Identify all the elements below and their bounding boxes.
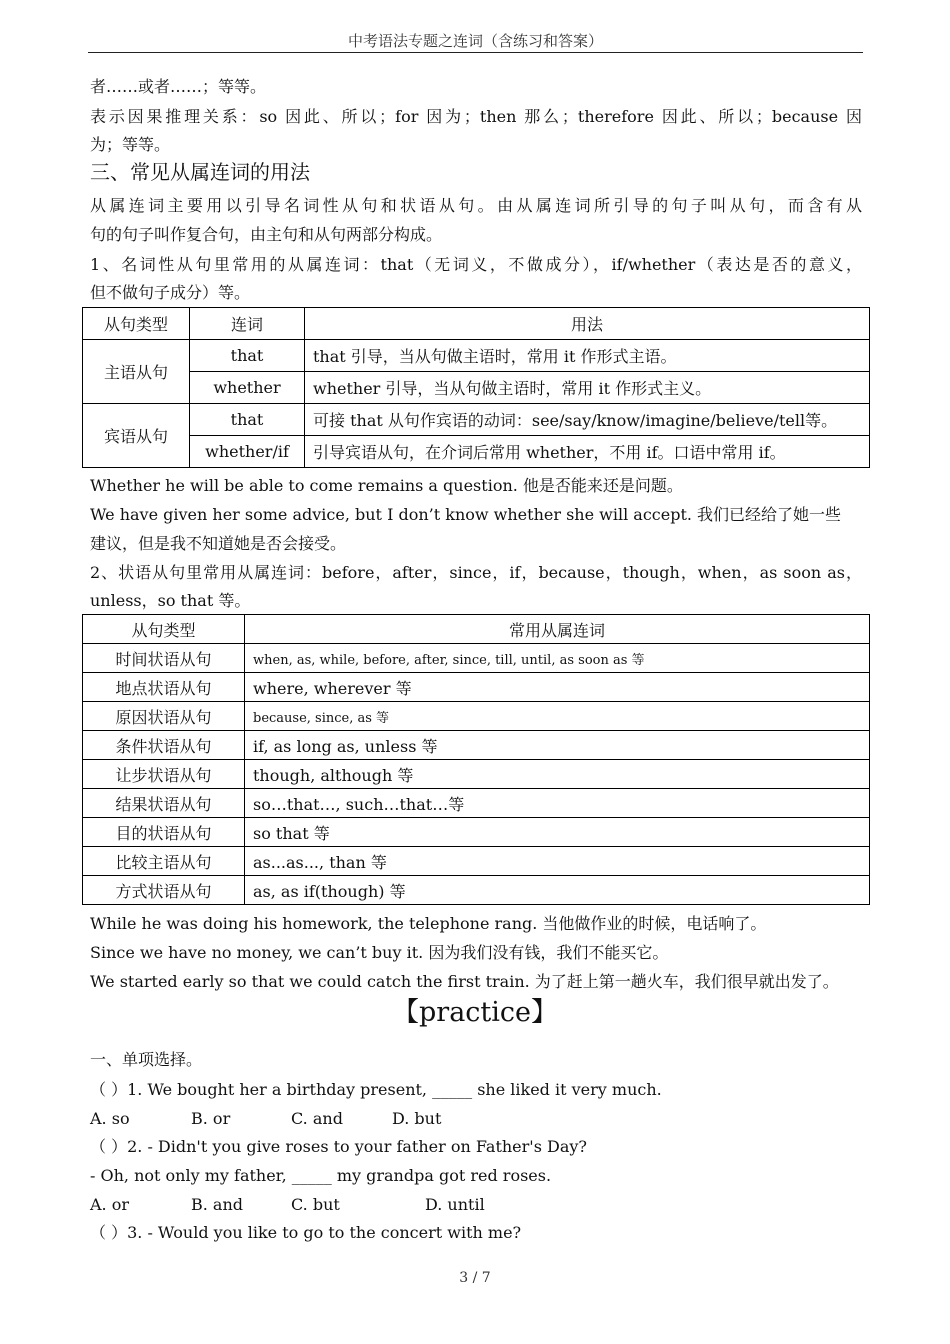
conjunction-cell: because, since, as 等: [245, 702, 870, 731]
conjunction-cell: whether: [190, 372, 305, 404]
page-header: 中考语法专题之连词（含练习和答案）: [347, 32, 603, 50]
table-row: [83, 702, 870, 731]
clause-type-cell: 地点状语从句: [83, 673, 245, 702]
clause-type-cell: 结果状语从句: [83, 789, 245, 818]
clause-type-cell: 时间状语从句: [83, 644, 245, 673]
table-row: [83, 818, 870, 847]
question-2-line2: - Oh, not only my father, _____ my grandpa got red roses.: [90, 1166, 552, 1185]
question-3: （ ）3. - Would you like to go to the concert with me?: [90, 1223, 522, 1242]
option: D. but: [392, 1109, 442, 1128]
header-rule: [88, 52, 863, 53]
clause-type-cell: 原因状语从句: [83, 702, 245, 731]
page-number: 3 / 7: [459, 1270, 491, 1286]
section-heading: 三、常见从属连词的用法: [90, 160, 310, 184]
clause-type-cell: 条件状语从句: [83, 731, 245, 760]
table-row: [83, 644, 870, 673]
conjunction-cell: so…that…, such…that…等: [245, 789, 870, 818]
table-row: [83, 673, 870, 702]
table-row: [83, 847, 870, 876]
table-header: 从句类型: [83, 308, 190, 340]
option: B. or: [191, 1109, 231, 1128]
question-1: （ ）1. We bought her a birthday present, _____ she liked it very much.: [90, 1080, 662, 1099]
example-line: Since we have no money, we can’t buy it. 因为我们没有钱，我们不能买它。: [90, 943, 669, 962]
clause-type-cell: 目的状语从句: [83, 818, 245, 847]
usage-cell: 可接 that 从句作宾语的动词：see/say/know/imagine/believe/tell等。: [305, 404, 870, 436]
paragraph-line: 句的句子叫作复合句，由主句和从句两部分构成。: [90, 225, 443, 244]
table-header: 常用从属连词: [245, 615, 870, 644]
conjunction-cell: if, as long as, unless 等: [245, 731, 870, 760]
intro-line: 为；等等。: [90, 135, 171, 154]
table-row: [83, 876, 870, 905]
paragraph-line: 1、名词性从句里常用的从属连词：that（无词义，不做成分），if/whether（表达是否的意义，: [90, 255, 862, 274]
example-line: Whether he will be able to come remains a question. 他是否能来还是问题。: [90, 476, 683, 495]
table-row: [83, 760, 870, 789]
table-header: 用法: [305, 308, 870, 340]
exercise-section-title: 一、单项选择。: [90, 1050, 203, 1069]
table-header-row: [83, 308, 870, 340]
example-line: We have given her some advice, but I don’t know whether she will accept. 我们已经给了她一些: [90, 505, 842, 524]
clause-type-cell: 主语从句: [83, 340, 190, 404]
table-row: [83, 340, 870, 372]
usage-cell: that 引导，当从句做主语时，常用 it 作形式主语。: [305, 340, 870, 372]
conjunction-cell: that: [190, 404, 305, 436]
noun-clause-table: [82, 307, 870, 468]
usage-cell: whether 引导，当从句做主语时，常用 it 作形式主义。: [305, 372, 870, 404]
conjunction-cell: when, as, while, before, after, since, till, until, as soon as 等: [245, 644, 870, 673]
option: A. so: [90, 1109, 130, 1128]
table-row: [83, 731, 870, 760]
option: C. and: [291, 1109, 343, 1128]
question-2: （ ）2. - Didn't you give roses to your father on Father's Day?: [90, 1137, 587, 1156]
option: C. but: [291, 1195, 340, 1214]
example-line: We started early so that we could catch the first train. 为了赶上第一趟火车，我们很早就出发了。: [90, 972, 839, 991]
clause-type-cell: 让步状语从句: [83, 760, 245, 789]
paragraph-line: 2、状语从句里常用从属连词：before，after，since，if，because，though，when，as soon as，: [90, 563, 862, 582]
adverbial-clause-table: [82, 614, 870, 905]
conjunction-cell: so that 等: [245, 818, 870, 847]
conjunction-cell: where, wherever 等: [245, 673, 870, 702]
practice-title: 【practice】: [392, 997, 558, 1028]
paragraph-line: unless，so that 等。: [90, 591, 251, 610]
example-line: While he was doing his homework, the telephone rang. 当他做作业的时候，电话响了。: [90, 914, 767, 933]
paragraph-line: 从属连词主要用以引导名词性从句和状语从句。由从属连词所引导的句子叫从句，而含有从: [90, 196, 862, 215]
table-row: [83, 404, 870, 436]
table-header-row: [83, 615, 870, 644]
table-row: [83, 372, 870, 404]
option: A. or: [90, 1195, 130, 1214]
conjunction-cell: whether/if: [190, 436, 305, 468]
conjunction-cell: that: [190, 340, 305, 372]
clause-type-cell: 比较主语从句: [83, 847, 245, 876]
intro-line: 者……或者……；等等。: [90, 77, 267, 96]
table-header: 从句类型: [83, 615, 245, 644]
table-row: [83, 436, 870, 468]
conjunction-cell: though, although 等: [245, 760, 870, 789]
clause-type-cell: 方式状语从句: [83, 876, 245, 905]
option: D. until: [425, 1195, 485, 1214]
paragraph-line: 但不做句子成分）等。: [90, 283, 251, 302]
table-header: 连词: [190, 308, 305, 340]
table-row: [83, 789, 870, 818]
clause-type-cell: 宾语从句: [83, 404, 190, 468]
intro-line: 表示因果推理关系：so 因此、所以；for 因为；then 那么；therefore 因此、所以；because 因: [90, 107, 862, 126]
usage-cell: 引导宾语从句，在介词后常用 whether，不用 if。口语中常用 if。: [305, 436, 870, 468]
conjunction-cell: as...as..., than 等: [245, 847, 870, 876]
example-line: 建议，但是我不知道她是否会接受。: [90, 534, 347, 553]
conjunction-cell: as, as if(though) 等: [245, 876, 870, 905]
option: B. and: [191, 1195, 244, 1214]
